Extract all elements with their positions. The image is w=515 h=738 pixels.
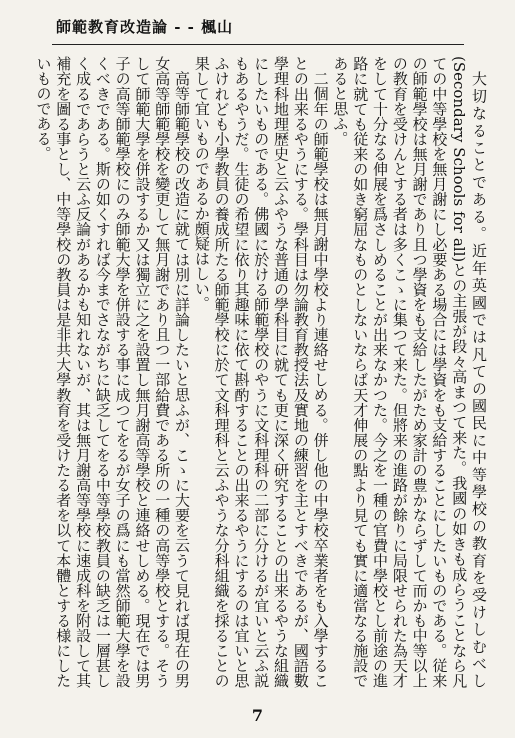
text-run: 為天才をして十分なる伸展を爲さしめることが出来なかつた。今之を一種の官費中學校とし前途の進路に就ても従来の如き窮屈なものとしないならば天才伸展の點より見ても實に適當なる施設であると思ふ。 (331, 56, 409, 689)
body-paragraph (33, 56, 191, 688)
body-paragraph (191, 56, 330, 688)
text-run: 二個年の師範學校は無月謝中學校より連絡せしめる。併し他の中學校卒業者をも入學することの出来るやうにする。學科目は勿論教育教授法及實地の練習を主とすべきであるが、國語數學理科地理歴史と云ふやうな普通の學科目に就ても更に深く研究することの出来るやうな組織にしたいものである。佛國に於ける師範學校のやうに文科理科の二部に分けるが宜いと云ふ説もあるやうだ。生徒の希望に依り其趣味に依て斟酌することの出来るやうにするのは宜いと思ふけれども小學教員の養成所たる師範學校に於て文科理科と云ふやうな分科組織を採ることの果して宜いものであるか頗疑はしい。 (192, 56, 330, 688)
vertical-body-text (34, 56, 488, 689)
header-rule (52, 44, 464, 45)
text-run: 變更して無月謝であり且つ一部給費である所の一種の高等學校とする。そうして師範大學を併設するか又は獨立に之を設置し無月謝高等學校と連絡せしめる。現在では男子の高等師範學校にのみ師範大學を併設する事に成つてをるが女子の爲にも當然師範大學を設くべきである。斯の如くすれば今までさながちに缺乏してをる中等學校教員の缺乏は一層甚しく成るであらうと云ふ反論があるかも知れないが、其は無月謝高等學校に速成科を附設して其補充を圖る事とし、中等學校の教員は是非共大學教育を受けたる者を以て本體とする様にしたいものである。 (34, 56, 172, 689)
running-header: 師範教育改造論 ‐ ‐ 楓山 (56, 18, 234, 36)
body-paragraph (330, 56, 488, 688)
text-run: 大切なることである。近年英國では凡ての國民に中等學校の教育を受けしむべし(Secondary Schools for all)との主張が段々高まつて来た。我國の如きも成らうことなら凡ての中等學校を無月謝にし必要ある場合には學資をも支給することにしたいものである。従来の師範學校は無月謝であり且つ學資をも支給したがため家計の豊かならずして而かも中等以上の教育を受けんとする者は多くこゝに集つて来た。但將来の進路が餘りに局限せられた (390, 56, 488, 689)
page-number: 7 (251, 706, 264, 725)
text-run: 高等師範學校の改造に就ては別に詳論したいと思ふが、こゝに大要を云うて見れば現在の男女高等師範學校を (153, 56, 192, 688)
